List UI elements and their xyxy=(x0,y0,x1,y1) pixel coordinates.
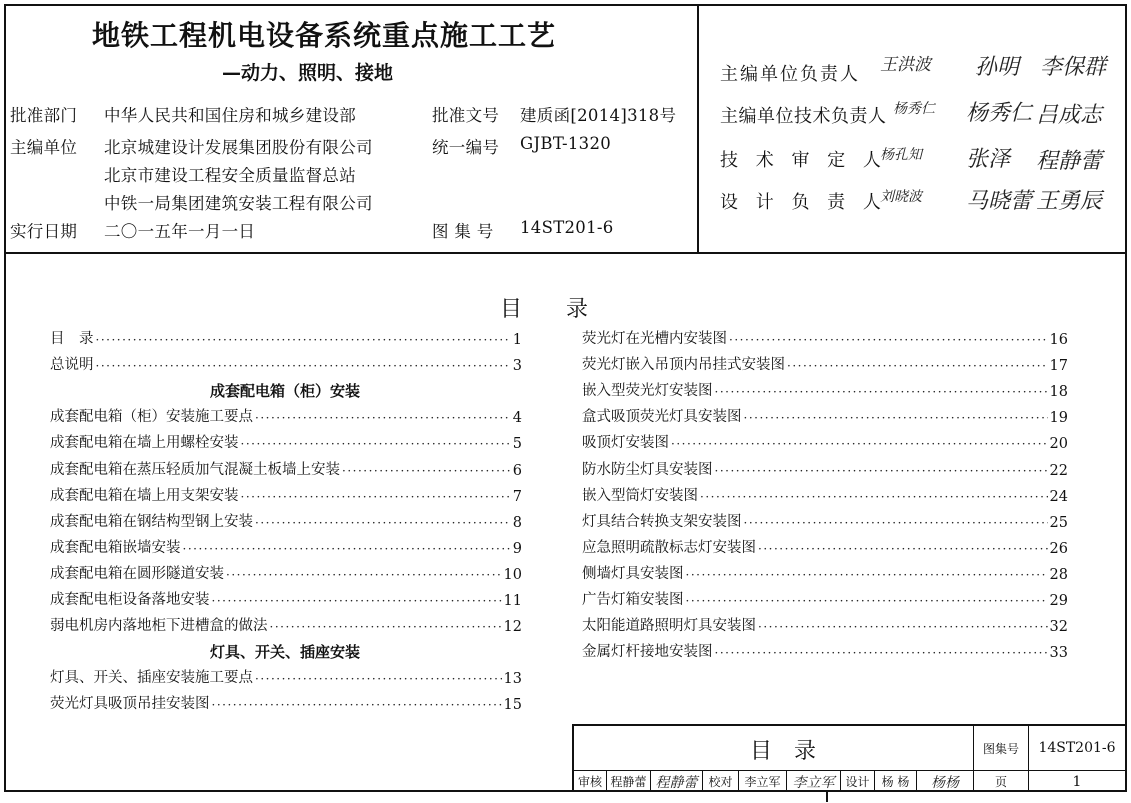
toc-entry[interactable] xyxy=(50,691,522,713)
toc-entry-title: 侧墙灯具安装图 xyxy=(582,565,684,582)
toc-entry-title: 嵌入型荧光灯安装图 xyxy=(582,383,713,400)
toc-leader-dots xyxy=(255,410,511,426)
toc-entry-page: 33 xyxy=(1049,645,1068,662)
toc-entry[interactable] xyxy=(582,326,1068,348)
toc-entry[interactable] xyxy=(582,587,1068,609)
toc-entry-page: 18 xyxy=(1049,384,1068,401)
toc-entry-title: 成套配电柜设备落地安装 xyxy=(50,592,210,608)
toc-entry-page: 22 xyxy=(1049,462,1068,479)
toc-leader-dots xyxy=(686,593,1048,609)
toc-entry-page: 26 xyxy=(1049,540,1068,557)
toc-entry-title: 广告灯箱安装图 xyxy=(582,592,684,608)
toc-leader-dots xyxy=(715,384,1048,400)
resp-label-3: 技 术 审 定 人 xyxy=(720,150,887,171)
atlas-no: 14ST201-6 xyxy=(520,218,614,237)
resp-sig-1b: 孙明 xyxy=(975,55,1020,80)
check-name: 李立军 xyxy=(744,775,781,789)
toc-entry-page: 15 xyxy=(503,697,522,714)
toc-entry-title: 金属灯杆接地安装图 xyxy=(582,644,713,661)
toc-entry-title: 盒式吸顶荧光灯具安装图 xyxy=(582,409,742,426)
resp-row-1 xyxy=(720,60,860,86)
toc-entry-page: 17 xyxy=(1049,358,1068,375)
toc-entry-title: 灯具结合转换支架安装图 xyxy=(582,513,742,530)
unified-no-label: 统一编号 xyxy=(432,138,500,157)
atlas-no-label: 图 集 号 xyxy=(432,222,494,241)
page-subtitle: —动力、照明、接地 xyxy=(222,62,394,84)
approval-doc-label: 批准文号 xyxy=(432,106,500,125)
toc-leader-dots xyxy=(686,567,1048,583)
resp-sig-3c: 程静蕾 xyxy=(1036,149,1103,174)
editor-unit-2: 北京市建设工程安全质量监督总站 xyxy=(104,166,356,185)
toc-leader-dots xyxy=(744,515,1048,531)
toc-entry-page: 7 xyxy=(512,488,522,505)
toc-leader-dots xyxy=(671,436,1048,452)
toc-leader-dots xyxy=(255,515,511,531)
toc-entry-title: 嵌入型筒灯安装图 xyxy=(582,487,698,504)
toc-leader-dots xyxy=(241,436,511,452)
resp-sig-2b: 杨秀仁 xyxy=(966,101,1033,126)
toc-leader-dots xyxy=(212,697,502,713)
toc-entry-title: 太阳能道路照明灯具安装图 xyxy=(582,618,756,635)
toc-entry-title: 成套配电箱在墙上用支架安装 xyxy=(50,487,239,504)
toc-entry[interactable] xyxy=(582,639,1068,661)
toc-entry-page: 11 xyxy=(503,593,522,609)
toc-entry-title: 灯具、开关、插座安装施工要点 xyxy=(50,670,253,687)
toc-entry-title: 荧光灯在光槽内安装图 xyxy=(582,331,727,347)
toc-entry[interactable] xyxy=(582,509,1068,531)
page-number: 1 xyxy=(1072,773,1082,790)
approval-dept: 中华人民共和国住房和城乡建设部 xyxy=(104,106,356,125)
toc-entry[interactable] xyxy=(50,352,522,374)
toc-entry-page: 6 xyxy=(512,462,522,479)
toc-entry-title: 弱电机房内落地柜下进槽盒的做法 xyxy=(50,618,268,635)
toc-entry[interactable] xyxy=(582,404,1068,426)
toc-entry-page: 25 xyxy=(1049,514,1068,531)
toc-entry-title: 吸顶灯安装图 xyxy=(582,435,669,452)
toc-entry[interactable] xyxy=(50,613,522,635)
toc-entry[interactable] xyxy=(582,430,1068,452)
title-block-name: 目 录 xyxy=(750,739,817,764)
resp-sig-1a: 王洪波 xyxy=(880,55,931,75)
toc-entry[interactable] xyxy=(582,457,1068,479)
toc-leader-dots xyxy=(715,463,1048,479)
toc-entry-page: 8 xyxy=(512,514,522,531)
crop-tick xyxy=(826,790,828,802)
toc-entry[interactable] xyxy=(582,378,1068,400)
approval-doc: 建质函[2014]318号 xyxy=(520,106,677,125)
toc-entry[interactable] xyxy=(582,613,1068,635)
toc-entry[interactable] xyxy=(50,483,522,505)
toc-entry-page: 12 xyxy=(503,619,522,636)
toc-entry-title: 总说明 xyxy=(50,357,94,374)
toc-entry-page: 5 xyxy=(512,436,522,453)
frame-top xyxy=(4,4,1127,6)
toc-entry[interactable] xyxy=(50,535,522,557)
toc-entry-page: 20 xyxy=(1049,436,1068,453)
title-block-atlas-label: 图集号 xyxy=(982,741,1019,756)
resp-label-4: 设 计 负 责 人 xyxy=(720,192,887,213)
resp-sig-4b: 马晓蕾 xyxy=(966,189,1033,214)
toc-leader-dots xyxy=(270,619,502,635)
toc-leader-dots xyxy=(255,671,502,687)
toc-entry[interactable] xyxy=(50,404,522,426)
toc-entry-page: 10 xyxy=(503,566,522,583)
toc-entry-page: 29 xyxy=(1049,593,1068,609)
toc-entry-title: 成套配电箱（柜）安装施工要点 xyxy=(50,409,253,426)
toc-leader-dots xyxy=(744,410,1048,426)
page-label: 页 xyxy=(994,775,1007,789)
toc-entry-page: 9 xyxy=(512,540,522,557)
resp-sig-3b: 张泽 xyxy=(966,147,1011,172)
resp-sig-2a: 杨秀仁 xyxy=(893,101,935,117)
page-title: 地铁工程机电设备系统重点施工工艺 xyxy=(92,19,557,52)
toc-entry-page: 32 xyxy=(1049,619,1068,636)
toc-leader-dots xyxy=(342,463,511,479)
toc-entry-title: 成套配电箱在墙上用螺栓安装 xyxy=(50,435,239,452)
effective-date-label: 实行日期 xyxy=(10,222,78,241)
toc-leader-dots xyxy=(183,541,511,557)
toc-entry-page: 1 xyxy=(512,332,522,348)
toc-leader-dots xyxy=(758,619,1048,635)
toc-entry[interactable] xyxy=(50,457,522,479)
toc-entry-title: 荧光灯具吸顶吊挂安装图 xyxy=(50,696,210,713)
toc-leader-dots xyxy=(241,489,511,505)
unified-no: GJBT-1320 xyxy=(520,134,612,153)
resp-row-2 xyxy=(720,102,887,128)
toc-entry-title: 荧光灯嵌入吊顶内吊挂式安装图 xyxy=(582,357,785,374)
toc-entry-page: 4 xyxy=(512,410,522,427)
toc-leader-dots xyxy=(226,567,502,583)
toc-entry[interactable] xyxy=(582,535,1068,557)
editor-unit-label: 主编单位 xyxy=(10,138,78,157)
resp-sig-4c: 王勇辰 xyxy=(1036,189,1103,214)
check-signature: 李立军 xyxy=(792,774,835,791)
toc-entry[interactable] xyxy=(50,509,522,531)
resp-sig-3a: 杨孔知 xyxy=(880,147,922,163)
resp-sig-4a: 刘晓波 xyxy=(880,189,922,205)
toc-entry-page: 16 xyxy=(1049,332,1068,348)
toc-leader-dots xyxy=(96,358,511,374)
design-name: 杨 杨 xyxy=(881,775,910,789)
toc-section-heading: 灯具、开关、插座安装 xyxy=(209,643,360,662)
toc-entry[interactable] xyxy=(50,430,522,452)
approval-dept-label: 批准部门 xyxy=(10,106,78,125)
toc-entry[interactable] xyxy=(50,587,522,609)
review-signature: 程静蕾 xyxy=(655,774,698,791)
resp-row-3 xyxy=(720,146,887,172)
toc-entry-page: 24 xyxy=(1049,488,1068,505)
toc-leader-dots xyxy=(758,541,1048,557)
resp-sig-1c: 李保群 xyxy=(1040,55,1107,80)
title-block-atlas-no: 14ST201-6 xyxy=(1038,740,1116,756)
check-label: 校对 xyxy=(708,775,733,789)
toc-entry[interactable] xyxy=(50,561,522,583)
resp-sig-2c: 吕成志 xyxy=(1036,103,1103,128)
resp-label-1: 主编单位负责人 xyxy=(720,64,860,85)
toc-entry[interactable] xyxy=(582,352,1068,374)
toc-entry-page: 28 xyxy=(1049,566,1068,583)
toc-section-heading: 成套配电箱（柜）安装 xyxy=(209,382,360,401)
toc-heading: 目 录 xyxy=(500,297,589,322)
toc-entry[interactable] xyxy=(582,483,1068,505)
toc-leader-dots xyxy=(96,332,511,348)
toc-entry-page: 13 xyxy=(503,671,522,688)
toc-entry-title: 成套配电箱在圆形隧道安装 xyxy=(50,565,224,582)
toc-entry-title: 成套配电箱在钢结构型钢上安装 xyxy=(50,513,253,530)
toc-leader-dots xyxy=(700,489,1048,505)
toc-leader-dots xyxy=(787,358,1048,374)
toc-entry-page: 3 xyxy=(512,358,522,375)
frame-right xyxy=(1125,4,1127,792)
toc-entry-title: 成套配电箱嵌墙安装 xyxy=(50,539,181,556)
toc-entry[interactable] xyxy=(50,665,522,687)
toc-leader-dots xyxy=(212,593,502,609)
toc-entry[interactable] xyxy=(582,561,1068,583)
resp-label-2: 主编单位技术负责人 xyxy=(720,106,887,127)
toc-entry-title: 应急照明疏散标志灯安装图 xyxy=(582,539,756,556)
design-signature: 杨杨 xyxy=(931,774,959,791)
toc-entry[interactable] xyxy=(50,326,522,348)
toc-leader-dots xyxy=(715,645,1048,661)
header-divider xyxy=(4,252,1127,254)
effective-date: 二〇一五年一月一日 xyxy=(104,222,256,241)
toc-entry-title: 目 录 xyxy=(50,331,94,347)
toc-entry-title: 防水防尘灯具安装图 xyxy=(582,461,713,478)
review-name: 程静蕾 xyxy=(610,775,647,789)
resp-row-4 xyxy=(720,188,887,214)
editor-unit-3: 中铁一局集团建筑安装工程有限公司 xyxy=(104,194,373,213)
toc-leader-dots xyxy=(729,332,1048,348)
frame-left xyxy=(4,4,6,792)
toc-entry-title: 成套配电箱在蒸压轻质加气混凝土板墙上安装 xyxy=(50,461,340,478)
editor-unit-1: 北京城建设计发展集团股份有限公司 xyxy=(104,138,373,157)
design-label: 设计 xyxy=(845,775,870,789)
header-vertical-divider xyxy=(697,4,699,254)
toc-entry-page: 19 xyxy=(1049,410,1068,427)
review-label: 审核 xyxy=(577,775,602,789)
